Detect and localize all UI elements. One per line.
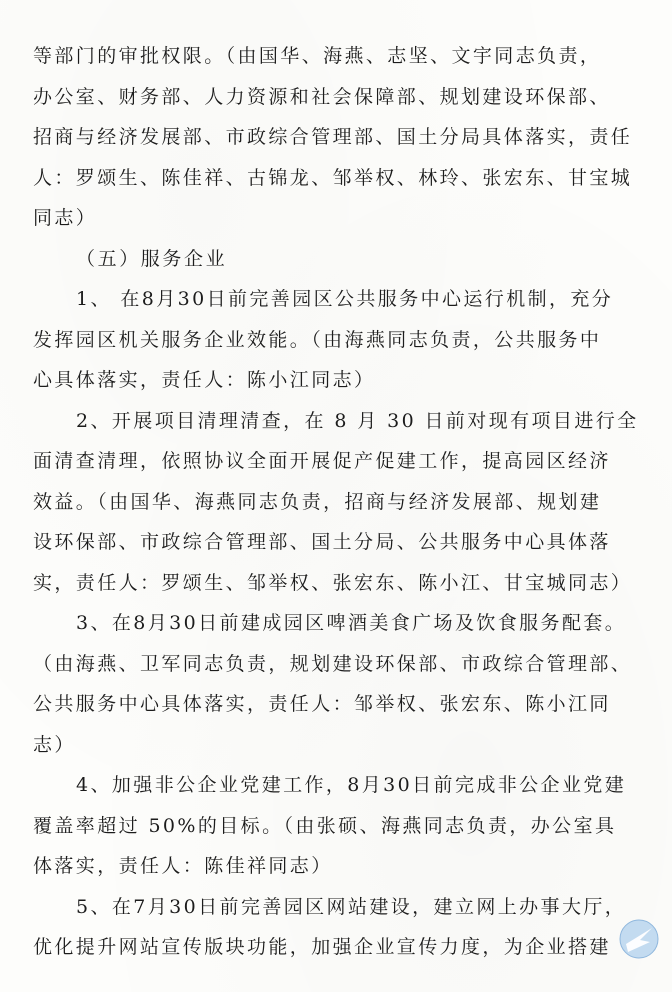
text-line: 人：罗颂生、陈佳祥、古锦龙、邹举权、林玲、张宏东、甘宝城 <box>33 167 633 189</box>
text-line: 效益。（由国华、海燕同志负责，招商与经济发展部、规划建 <box>33 491 602 513</box>
text-line: 5、在7月30日前完善园区网站建设，建立网上办事大厅， <box>76 896 627 918</box>
text-line: 覆盖率超过 50%的目标。（由张硕、海燕同志负责，办公室具 <box>33 815 617 837</box>
text-line: 同志） <box>33 207 98 229</box>
text-line: 3、在8月30日前建成园区啤酒美食广场及饮食服务配套。 <box>76 612 627 634</box>
text-line: 招商与经济发展部、市政综合管理部、国土分局具体落实，责任 <box>33 126 633 148</box>
text-line: 办公室、财务部、人力资源和社会保障部、规划建设环保部、 <box>33 86 611 108</box>
text-line: 面清查清理，依照协议全面开展促产促建工作，提高园区经济 <box>33 450 611 472</box>
text-line: 2、开展项目清理清查，在 8 月 30 日前对现有项目进行全 <box>76 410 639 432</box>
watermark-logo-icon <box>618 918 660 960</box>
section-heading: （五）服务企业 <box>76 248 228 270</box>
text-line: 1、 在8月30日前完善园区公共服务中心运行机制，充分 <box>76 288 614 310</box>
text-line: 设环保部、市政综合管理部、国土分局、公共服务中心具体落 <box>33 531 611 553</box>
text-line: 实，责任人：罗颂生、邹举权、张宏东、陈小江、甘宝城同志） <box>33 572 633 594</box>
text-line: 4、加强非公企业党建工作，8月30日前完成非公企业党建 <box>76 774 627 796</box>
text-line: 优化提升网站宣传版块功能，加强企业宣传力度，为企业搭建 <box>33 936 611 958</box>
text-line: （由海燕、卫军同志负责，规划建设环保部、市政综合管理部、 <box>33 653 633 675</box>
text-line: 心具体落实，责任人：陈小江同志） <box>33 369 376 391</box>
text-line: 公共服务中心具体落实，责任人：邹举权、张宏东、陈小江同 <box>33 693 611 715</box>
text-line: 发挥园区机关服务企业效能。（由海燕同志负责，公共服务中 <box>33 329 602 351</box>
text-line: 志） <box>33 734 76 756</box>
text-line: 等部门的审批权限。（由国华、海燕、志坚、文宇同志负责， <box>33 45 602 67</box>
text-line: 体落实，责任人：陈佳祥同志） <box>33 855 333 877</box>
